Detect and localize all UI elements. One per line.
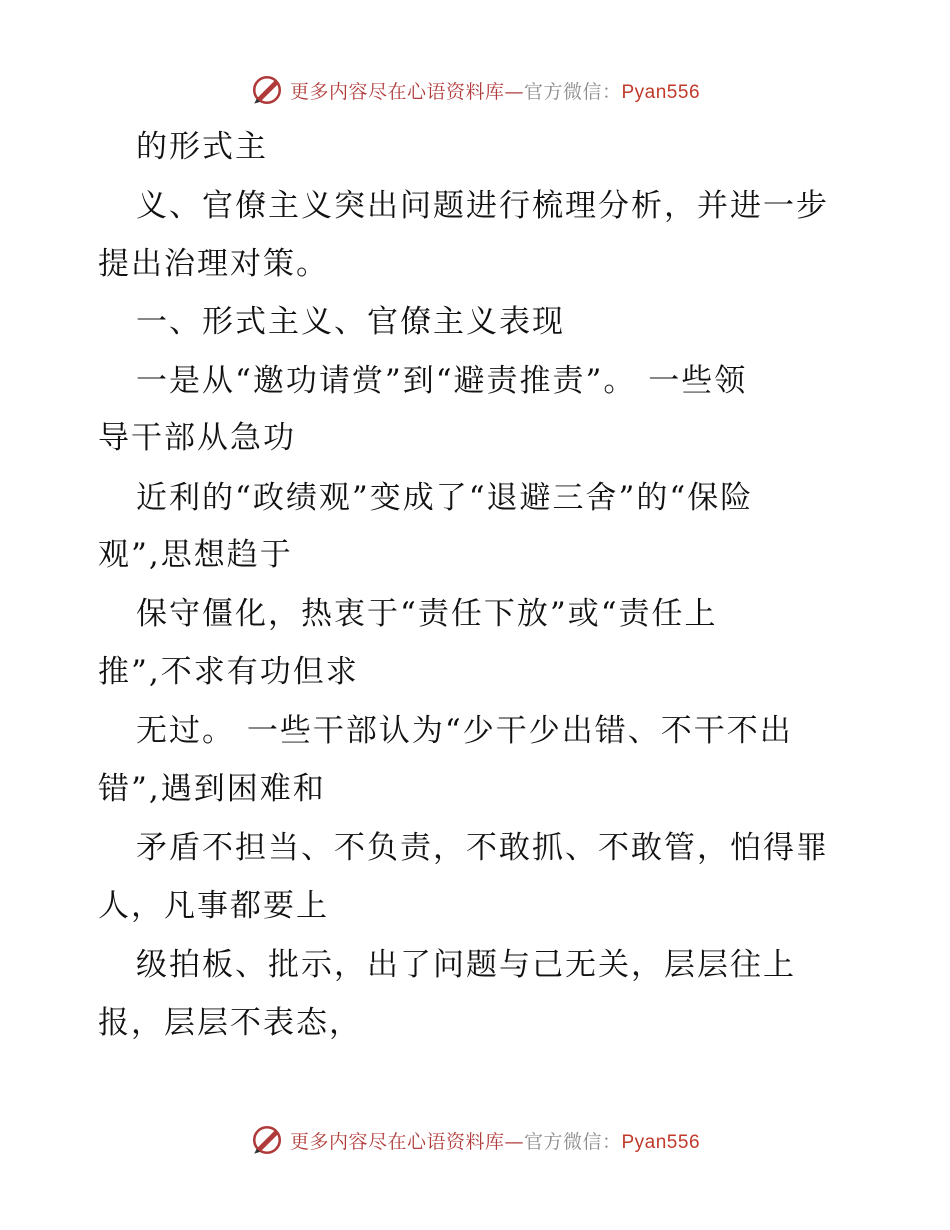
footer-watermark — [0, 1120, 950, 1160]
header-watermark — [0, 70, 950, 110]
body-line: 的形式主 — [136, 129, 268, 165]
body-line: 矛盾不担当、不负责，不敢抓、不敢管，怕得罪 — [136, 830, 829, 866]
body-line: 提出治理对策。 — [98, 246, 329, 282]
body-line: 近利的“政绩观”变成了“退避三舍”的“保险 — [136, 480, 754, 516]
body-line: 级拍板、批示，出了问题与己无关，层层往上 — [136, 947, 796, 983]
body-line: 导干部从急功 — [98, 420, 296, 456]
body-line: 推”,不求有功但求 — [98, 654, 359, 690]
body-line: 报，层层不表态， — [98, 1005, 362, 1041]
section-heading: 一、形式主义、官僚主义表现 — [136, 304, 565, 340]
body-line: 无过。 一些干部认为“少干少出错、不干不出 — [136, 713, 793, 749]
pen-logo-icon — [250, 73, 284, 107]
body-line: 人，凡事都要上 — [98, 888, 329, 924]
body-line: 错”,遇到困难和 — [98, 771, 326, 807]
body-line: 一是从“邀功请赏”到“避责推责”。 一些领 — [136, 363, 748, 399]
watermark-text: 更多内容尽在心语资料库—官方微信：Pyan556 — [289, 1130, 701, 1153]
body-line: 保守僵化，热衷于“责任下放”或“责任上 — [136, 596, 718, 632]
pen-logo-icon — [250, 1123, 284, 1157]
body-line: 义、官僚主义突出问题进行梳理分析，并进一步 — [136, 188, 829, 224]
body-line: 观”,思想趋于 — [98, 537, 293, 573]
watermark-text: 更多内容尽在心语资料库—官方微信：Pyan556 — [289, 80, 701, 103]
